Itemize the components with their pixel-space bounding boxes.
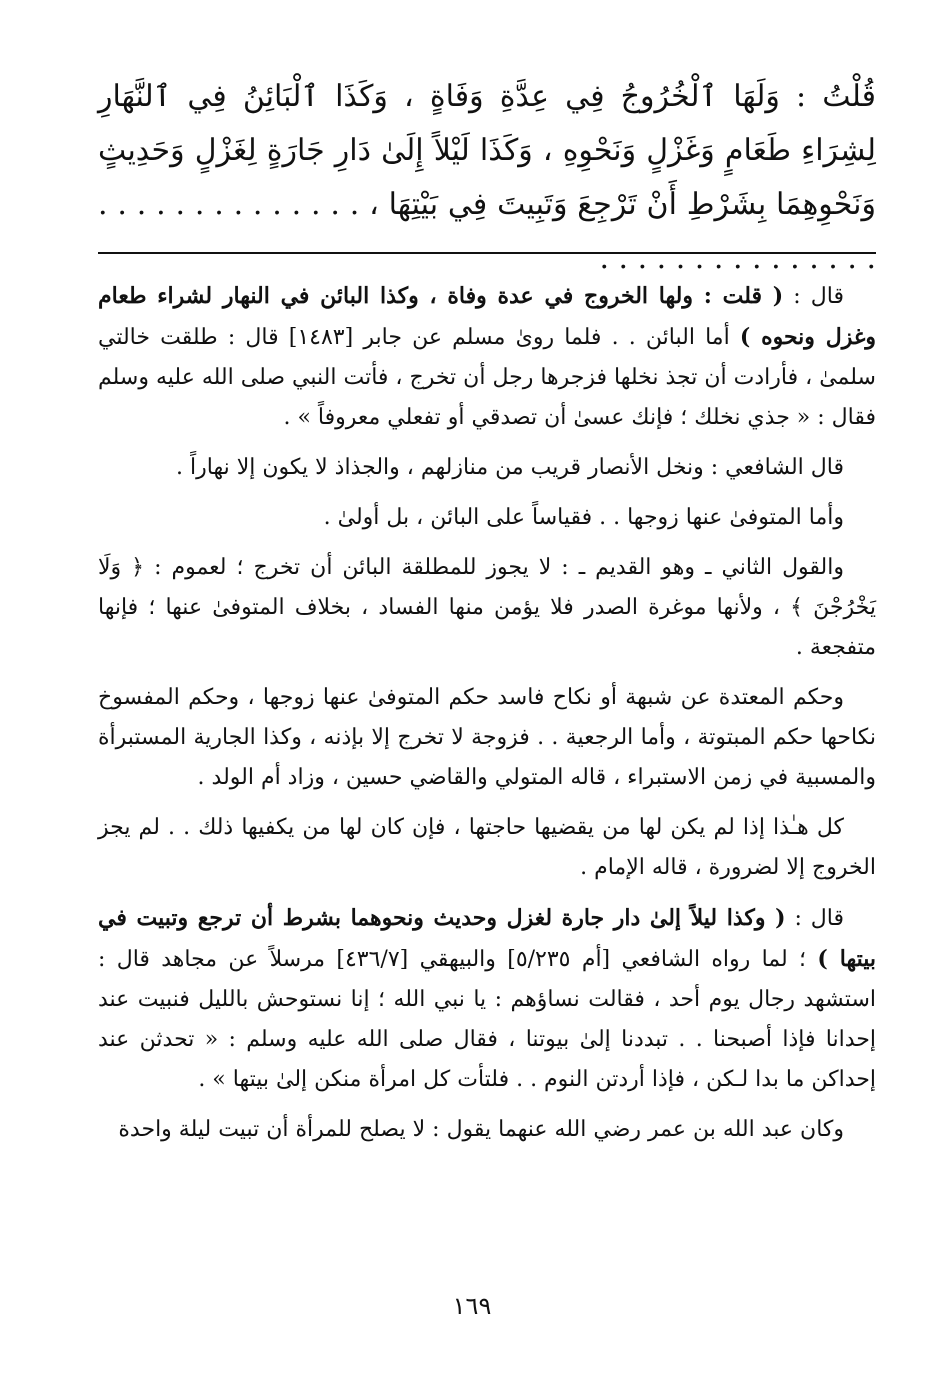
commentary-paragraph-3: وأما المتوفىٰ عنها زوجها . . فقياساً على البائن ، بل أولىٰ . [323, 505, 844, 530]
commentary-paragraph-5: وحكم المعتدة عن شبهة أو نكاح فاسد حكم المتوفىٰ عنها زوجها ، وحكم المفسوخ نكاحها حكم المبتوتة ، وأما الرجعية . . فزوجة لا تخرج إلا بإذنه ، وكذا الجارية المستبرأة والمسبية في زمن الاستبراء ، قاله المتولي والقاضي حسين ، وزاد أم الولد . [98, 685, 876, 790]
matn-text: قُلْتُ : وَلَهَا ٱلْخُرُوجُ فِي عِدَّةِ وَفَاةٍ ، وَكَذَا ٱلْبَائِنُ فِي ٱلنَّهَارِ لِشِرَاءِ طَعَامٍ وَغَزْلٍ وَنَحْوِهِ ، وَكَذَا لَيْلاً إِلَىٰ دَارِ جَارَةٍ لِغَزْلٍ وَحَدِيثٍ وَنَحْوِهِمَا بِشَرْطِ أَنْ تَرْجِعَ وَتَبِيتَ فِي بَيْتِهَا ، . . . . . . . . . . . . . . . . . . . . . . . . . . . . . [98, 79, 876, 276]
quoted-matn: ( قلت : ولها الخروج في عدة وفاة ، وكذا البائن في النهار لشراء طعام وغزل ونحوه ) [98, 283, 876, 350]
paragraph-lead: قال : [783, 284, 844, 309]
paragraph-lead: قال : [785, 906, 844, 931]
paragraph-body: أما البائن . . فلما روىٰ مسلم عن جابر [١٤٨٣] قال : طلقت خالتي سلمىٰ ، فأرادت أن تجذ نخلها فزجرها رجل أن تخرج ، فأتت النبي صلى الله عليه وسلم فقال : « جذي نخلك ؛ فإنك عسىٰ أن تصدقي أو تفعلي معروفاً » . [98, 325, 876, 430]
quoted-matn: ( وكذا ليلاً إلىٰ دار جارة لغزل وحديث ونحوهما بشرط أن ترجع وتبيت في بيتها ) [98, 905, 876, 972]
commentary-paragraph-2: قال الشافعي : ونخل الأنصار قريب من منازلهم ، والجذاذ لا يكون إلا نهاراً . [176, 455, 844, 480]
commentary-paragraph-8: وكان عبد الله بن عمر رضي الله عنهما يقول : لا يصلح للمرأة أن تبيت ليلة واحدة [118, 1117, 844, 1142]
paragraph-body: ؛ لما رواه الشافعي [أم ٥/٢٣٥] والبيهقي [٤٣٦/٧] مرسلاً عن مجاهد قال : استشهد رجال يوم أحد ، فقالت نساؤهم : يا نبي الله ؛ إنا نستوحش بالليل فنبيت عند إحدانا فإذا أصبحنا . . تبددنا إلىٰ بيوتنا ، فقال صلى الله عليه وسلم : « تحدثن عند إحداكن ما بدا لـكن ، فإذا أردتن النوم . . فلتأت كل امرأة منكن إلىٰ بيتها » . [98, 947, 876, 1092]
commentary-paragraph-4: والقول الثاني ـ وهو القديم ـ : لا يجوز للمطلقة البائن أن تخرج ؛ لعموم : ﴿ وَلَا يَخْرُجْنَ ﴾ ، ولأنها موغرة الصدر فلا يؤمن منها الفساد ، بخلاف المتوفىٰ عنها ؛ فإنها متفجعة . [98, 555, 876, 660]
commentary-paragraph-6: كل هـٰذا إذا لم يكن لها من يقضيها حاجتها ، فإن كان لها من يكفيها ذلك . . لم يجز الخروج إلا لضرورة ، قاله الإمام . [98, 815, 876, 880]
separator-rule [98, 252, 876, 254]
commentary-paragraph-1 [98, 276, 876, 438]
page-number: ١٦٩ [452, 1292, 492, 1320]
commentary-paragraph-7 [98, 898, 876, 1100]
commentary [98, 276, 876, 1150]
